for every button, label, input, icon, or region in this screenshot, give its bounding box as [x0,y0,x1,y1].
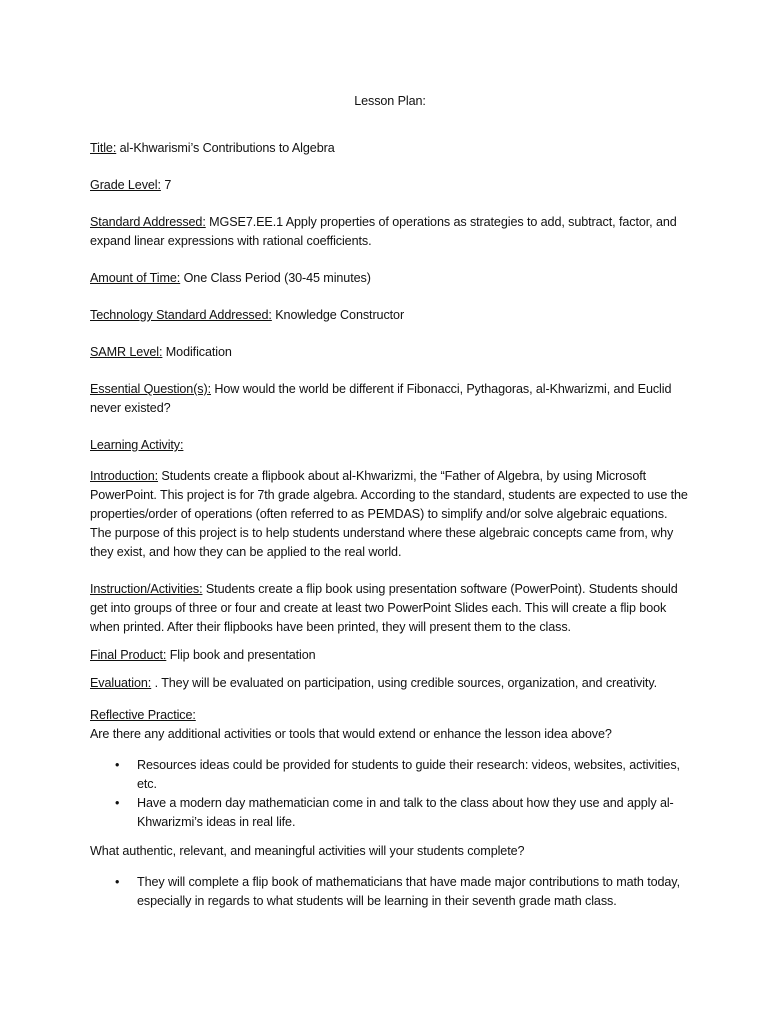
introduction-text: Students create a flipbook about al-Khwarizmi, the “Father of Algebra, by using Microsoft PowerPoint. This project is for 7th grade algebra. According to the standard, students are expected to use the properties/order of operations (often referred to as PEMDAS) to simplify and/or solve algebraic equations. The purpose of this project is to help students understand where these algebraic concepts came from, why they exist, and how they can be applied to the real world. [90,469,688,559]
field-essential-value: How would the world be different if Fibonacci, Pythagoras, al-Khwarizmi, and Euclid never existed? [90,382,672,415]
reflective-question-1: Are there any additional activities or tools that would extend or enhance the lesson idea above? [90,727,612,741]
instruction-paragraph [90,580,690,637]
reflective-question-2: What authentic, relevant, and meaningful activities will your students complete? [90,844,525,858]
field-time-value: One Class Period (30-45 minutes) [180,271,371,285]
field-samr-value: Modification [162,345,232,359]
introduction-paragraph [90,467,690,562]
field-tech-standard-label: Technology Standard Addressed: [90,308,272,322]
field-samr-level [90,343,690,362]
field-amount-of-time [90,269,690,288]
field-grade-level-value: 7 [160,178,172,192]
final-product-text: Flip book and presentation [166,648,316,662]
evaluation-text: . They will be evaluated on participation, using credible sources, organization, and creativity. [151,676,657,690]
lesson-plan-document [90,92,690,921]
final-product-label: Final Product: [90,648,167,662]
field-essential-questions [90,380,690,418]
field-essential-label: Essential Question(s): [90,382,211,396]
introduction-label: Introduction: [90,469,159,483]
evaluation-paragraph [90,674,690,693]
reflective-bullets-2 [90,873,690,911]
field-title-label: Title: [90,141,117,155]
final-product-paragraph [90,646,690,665]
instruction-label: Instruction/Activities: [90,582,203,596]
field-technology-standard [90,306,690,325]
instruction-text: Students create a flip book using presentation software (PowerPoint). Students should get into groups of three or four and create at least two PowerPoint Slides each. This will create a flip book when printed. After their flipbooks have been printed, they will present them to the class. [90,582,678,634]
reflective-heading-text: Reflective Practice: [90,708,196,722]
document-title: Lesson Plan: [354,94,426,108]
list-item: • Resources ideas could be provided for students to guide their research: videos, websites, activities, etc. [137,756,690,794]
list-item: • They will complete a flip book of mathematicians that have made major contributions to math today, especially in regards to what students will be learning in their seventh grade math class. [137,873,690,911]
field-time-label: Amount of Time: [90,271,181,285]
field-standard-label: Standard Addressed: [90,215,206,229]
field-grade-level [90,176,690,195]
field-samr-label: SAMR Level: [90,345,163,359]
learning-activity-heading-text: Learning Activity: [90,438,184,452]
field-standard-value: MGSE7.EE.1 Apply properties of operations as strategies to add, subtract, factor, and expand linear expressions with rational coefficients. [90,215,677,248]
learning-activity-heading [90,436,690,455]
field-grade-level-label: Grade Level: [90,178,161,192]
evaluation-label: Evaluation: [90,676,152,690]
reflective-bullets-1 [90,756,690,832]
reflective-practice-heading [90,706,690,725]
field-standard-addressed [90,213,690,251]
field-tech-standard-value: Knowledge Constructor [271,308,405,322]
list-item: • Have a modern day mathematician come in and talk to the class about how they use and apply al-Khwarizmi’s ideas in real life. [137,794,690,832]
field-title-value: al-Khwarismi’s Contributions to Algebra [116,141,335,155]
field-title [90,139,690,158]
